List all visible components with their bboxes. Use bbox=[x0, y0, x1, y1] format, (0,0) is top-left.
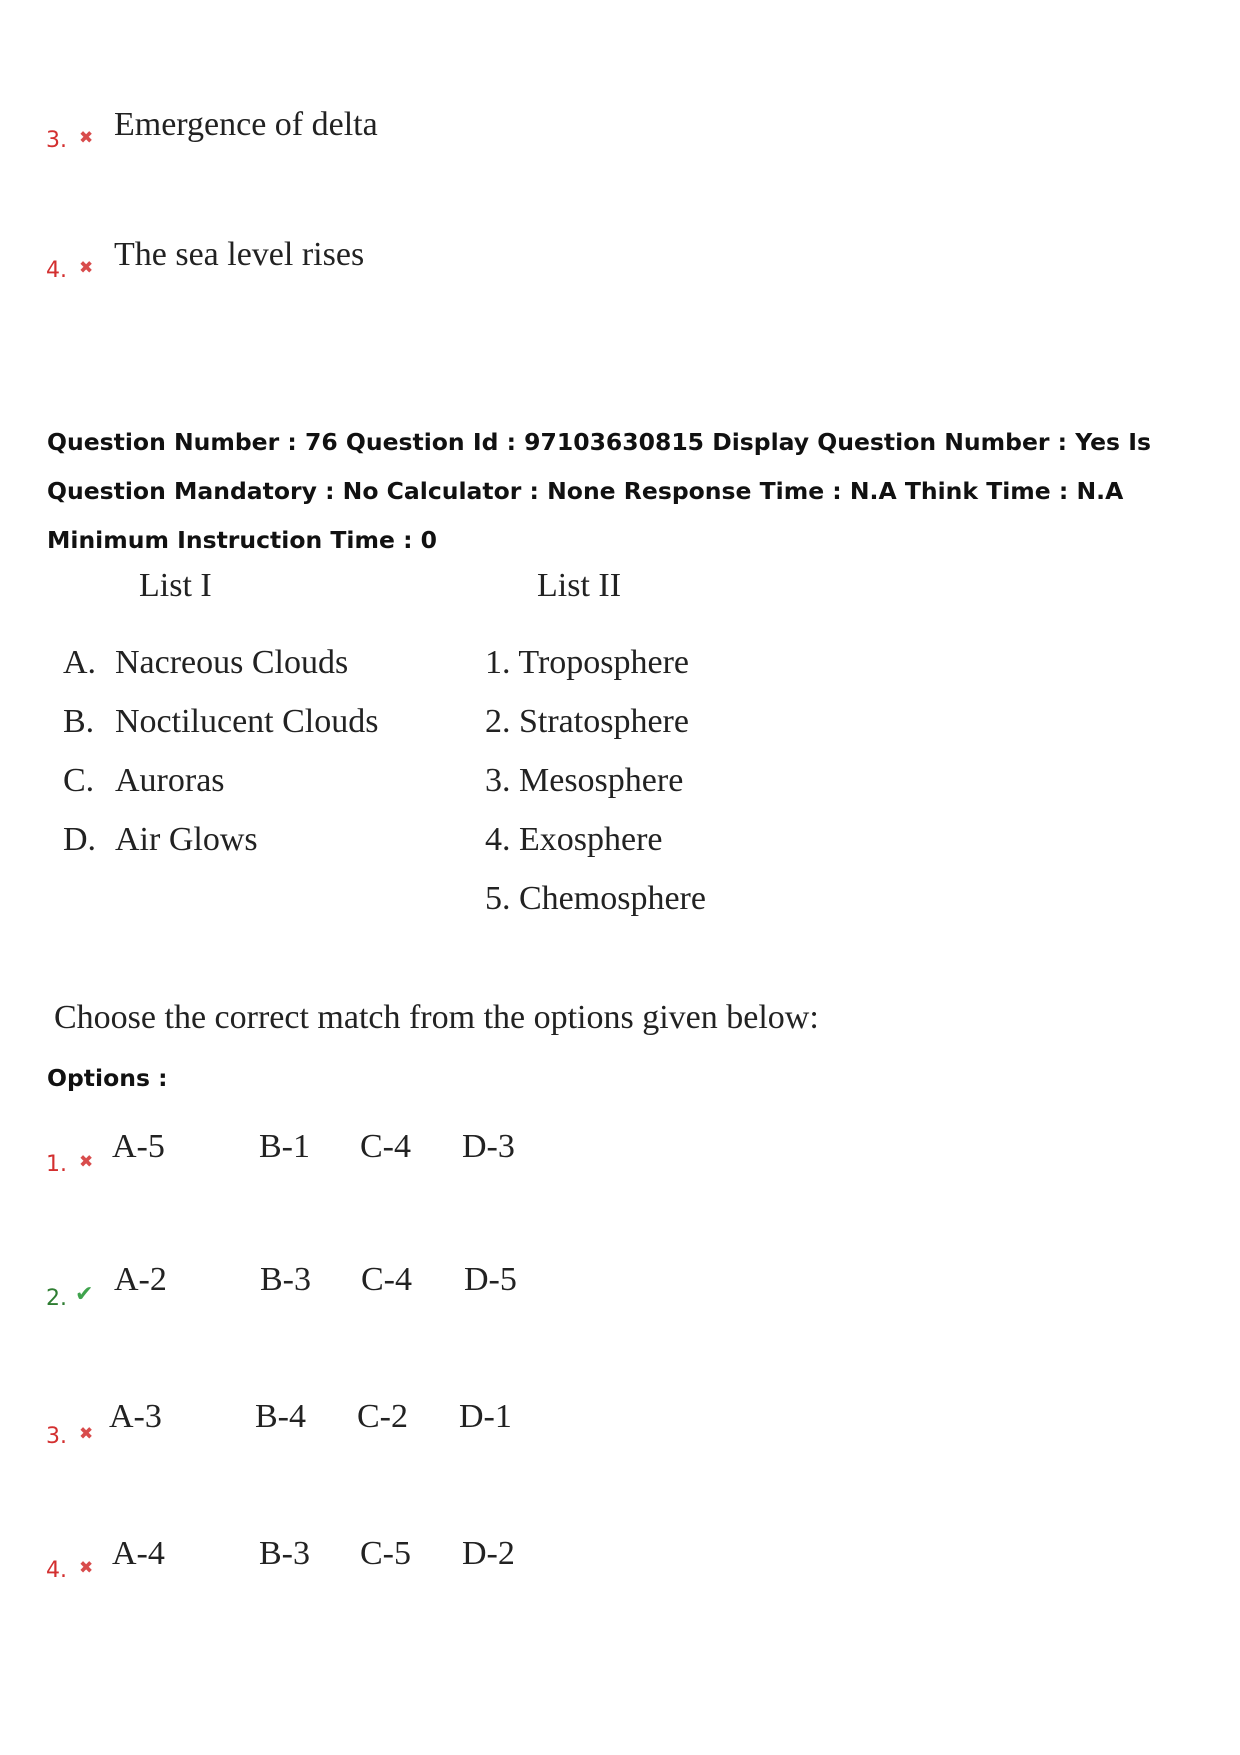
list1-item: Nacreous Clouds bbox=[115, 644, 349, 681]
options-label: Options : bbox=[47, 1064, 168, 1092]
list1-item: Auroras bbox=[115, 762, 225, 799]
list2-item: 3. Mesosphere bbox=[485, 762, 684, 799]
option-pairs bbox=[112, 1128, 612, 1168]
cross-mark-icon: ✖ bbox=[79, 1558, 94, 1578]
pair: B-1 bbox=[259, 1128, 310, 1165]
pair: D-3 bbox=[462, 1128, 515, 1165]
option-number: 1. bbox=[46, 1152, 67, 1177]
check-mark-icon: ✔ bbox=[75, 1282, 94, 1307]
list1-letter: D. bbox=[63, 821, 97, 858]
pair: C-5 bbox=[360, 1535, 411, 1572]
option-text: Emergence of delta bbox=[114, 106, 378, 143]
cross-mark-icon: ✖ bbox=[79, 1424, 94, 1444]
pair: D-1 bbox=[459, 1398, 512, 1435]
list1-item: Noctilucent Clouds bbox=[115, 703, 379, 740]
option-pairs bbox=[109, 1398, 609, 1438]
list1-heading: List I bbox=[139, 567, 212, 604]
pair: B-4 bbox=[255, 1398, 306, 1435]
pair: A-2 bbox=[114, 1261, 167, 1298]
list1-letter: B. bbox=[63, 703, 95, 740]
option-number: 3. bbox=[46, 1424, 67, 1449]
list1-item: Air Glows bbox=[115, 821, 258, 858]
list1-letter: C. bbox=[63, 762, 95, 799]
option-text: The sea level rises bbox=[114, 236, 365, 273]
pair: A-4 bbox=[112, 1535, 165, 1572]
cross-mark-icon: ✖ bbox=[79, 258, 94, 278]
pair: D-2 bbox=[462, 1535, 515, 1572]
pair: C-4 bbox=[360, 1128, 411, 1165]
option-pairs bbox=[112, 1535, 612, 1575]
pair: C-4 bbox=[361, 1261, 412, 1298]
pair: B-3 bbox=[260, 1261, 311, 1298]
list1-letter: A. bbox=[63, 644, 97, 681]
pair: A-3 bbox=[109, 1398, 162, 1435]
question-meta: Question Number : 76 Question Id : 97103630815 Display Question Number : Yes Is Question Mandatory : No Calculator : None Response Time : N.A Think Time : N.A Minimum Instruction Time : 0 bbox=[47, 428, 1151, 554]
pair: B-3 bbox=[259, 1535, 310, 1572]
list2-item: 5. Chemosphere bbox=[485, 880, 706, 917]
list2-item: 2. Stratosphere bbox=[485, 703, 689, 740]
cross-mark-icon: ✖ bbox=[79, 1152, 94, 1172]
list2-item: 1. Troposphere bbox=[485, 644, 690, 681]
option-pairs bbox=[114, 1261, 614, 1301]
list2-heading: List II bbox=[537, 567, 622, 604]
cross-mark-icon: ✖ bbox=[79, 128, 94, 148]
question-prompt: Choose the correct match from the options given below: bbox=[54, 999, 819, 1036]
list2-item: 4. Exosphere bbox=[485, 821, 663, 858]
option-number: 4. bbox=[46, 1558, 67, 1583]
option-number: 3. bbox=[46, 128, 67, 153]
pair: A-5 bbox=[112, 1128, 165, 1165]
option-number: 2. bbox=[46, 1286, 67, 1311]
pair: C-2 bbox=[357, 1398, 408, 1435]
option-number: 4. bbox=[46, 258, 67, 283]
pair: D-5 bbox=[464, 1261, 517, 1298]
